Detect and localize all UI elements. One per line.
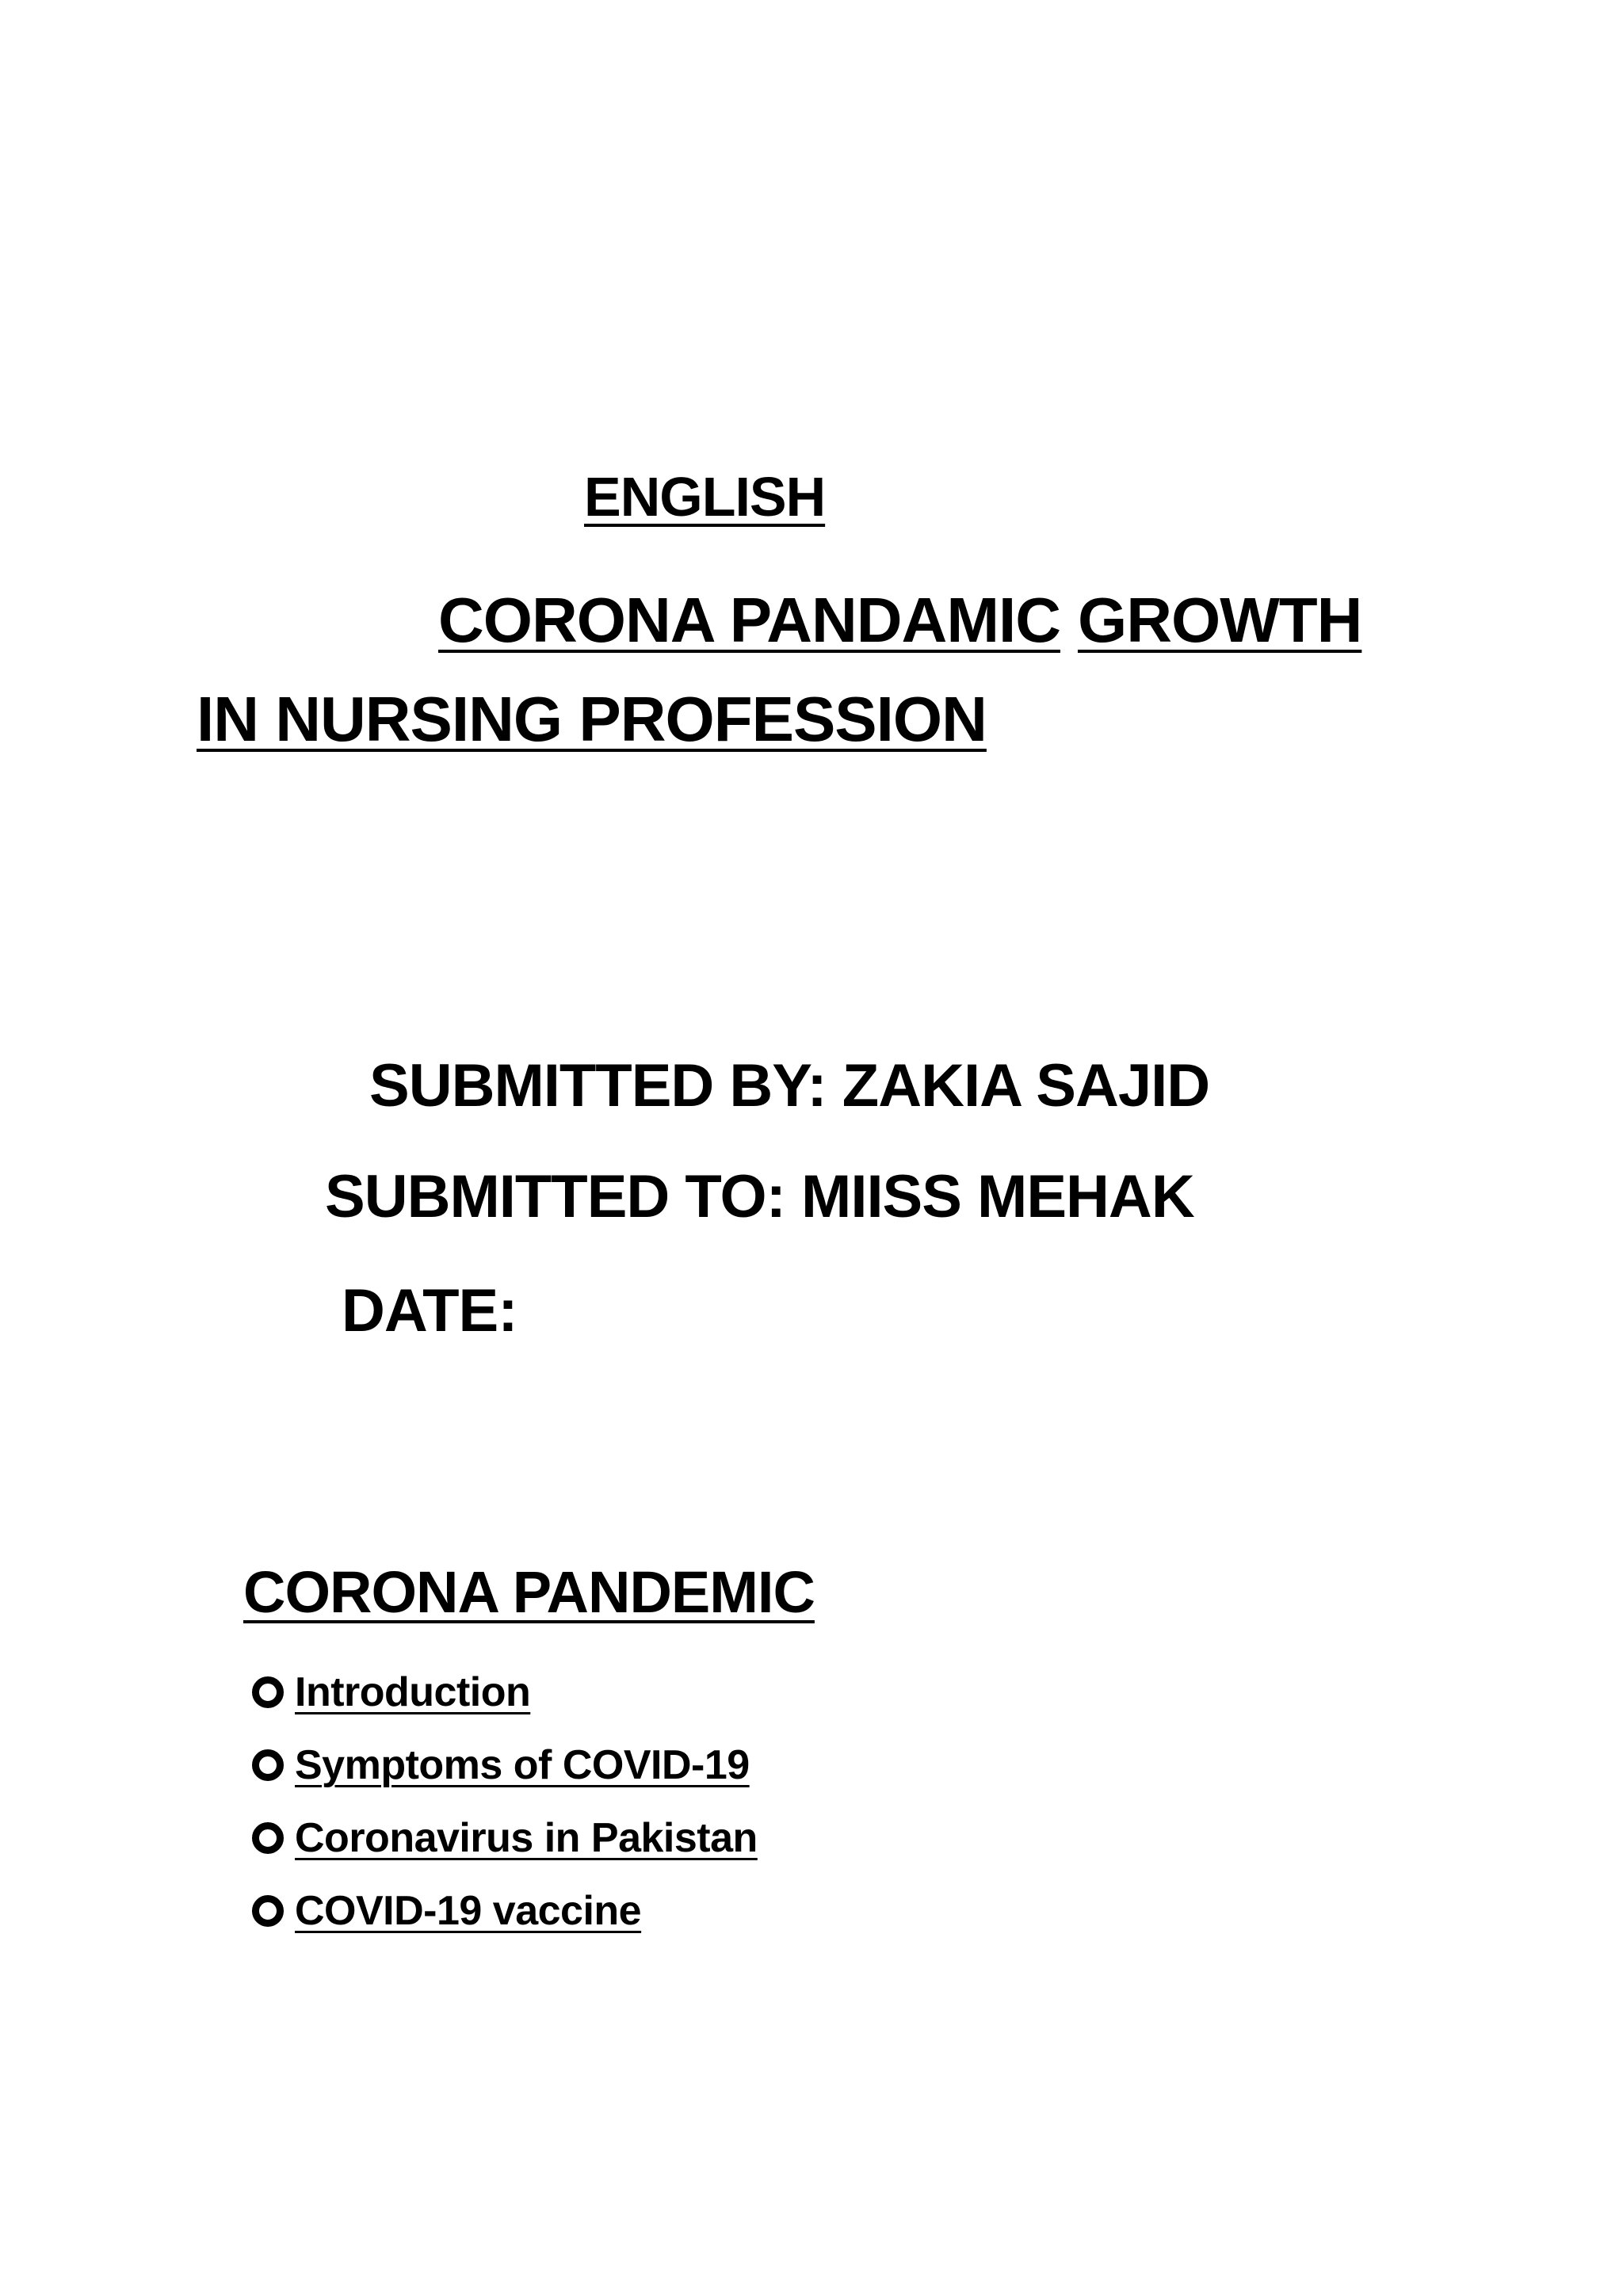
list-item-label: Introduction bbox=[295, 1669, 531, 1715]
list-item-label: Symptoms of COVID-19 bbox=[295, 1742, 750, 1788]
submitted-to: SUBMITTED TO: MIISS MEHAK bbox=[325, 1163, 1194, 1230]
subject-heading: ENGLISH bbox=[584, 466, 826, 528]
date-label: DATE: bbox=[342, 1277, 517, 1344]
title-part-1: CORONA PANDAMIC bbox=[438, 585, 1060, 655]
circle-bullet-icon bbox=[252, 1895, 284, 1927]
section-heading: CORONA PANDEMIC bbox=[243, 1559, 815, 1625]
list-item bbox=[252, 1875, 758, 1947]
list-item bbox=[252, 1802, 758, 1875]
title-line-2: IN NURSING PROFESSION bbox=[197, 684, 987, 754]
list-item bbox=[252, 1656, 758, 1729]
title-part-2: GROWTH bbox=[1077, 585, 1362, 655]
list-item-label: Coronavirus in Pakistan bbox=[295, 1815, 758, 1861]
submitted-by: SUBMITTED BY: ZAKIA SAJID bbox=[369, 1052, 1210, 1119]
circle-bullet-icon bbox=[252, 1676, 284, 1708]
circle-bullet-icon bbox=[252, 1822, 284, 1854]
title-line-1 bbox=[438, 585, 1362, 655]
list-item-label: COVID-19 vaccine bbox=[295, 1888, 642, 1934]
list-item bbox=[252, 1729, 758, 1802]
circle-bullet-icon bbox=[252, 1749, 284, 1781]
contents-list bbox=[252, 1656, 758, 1947]
